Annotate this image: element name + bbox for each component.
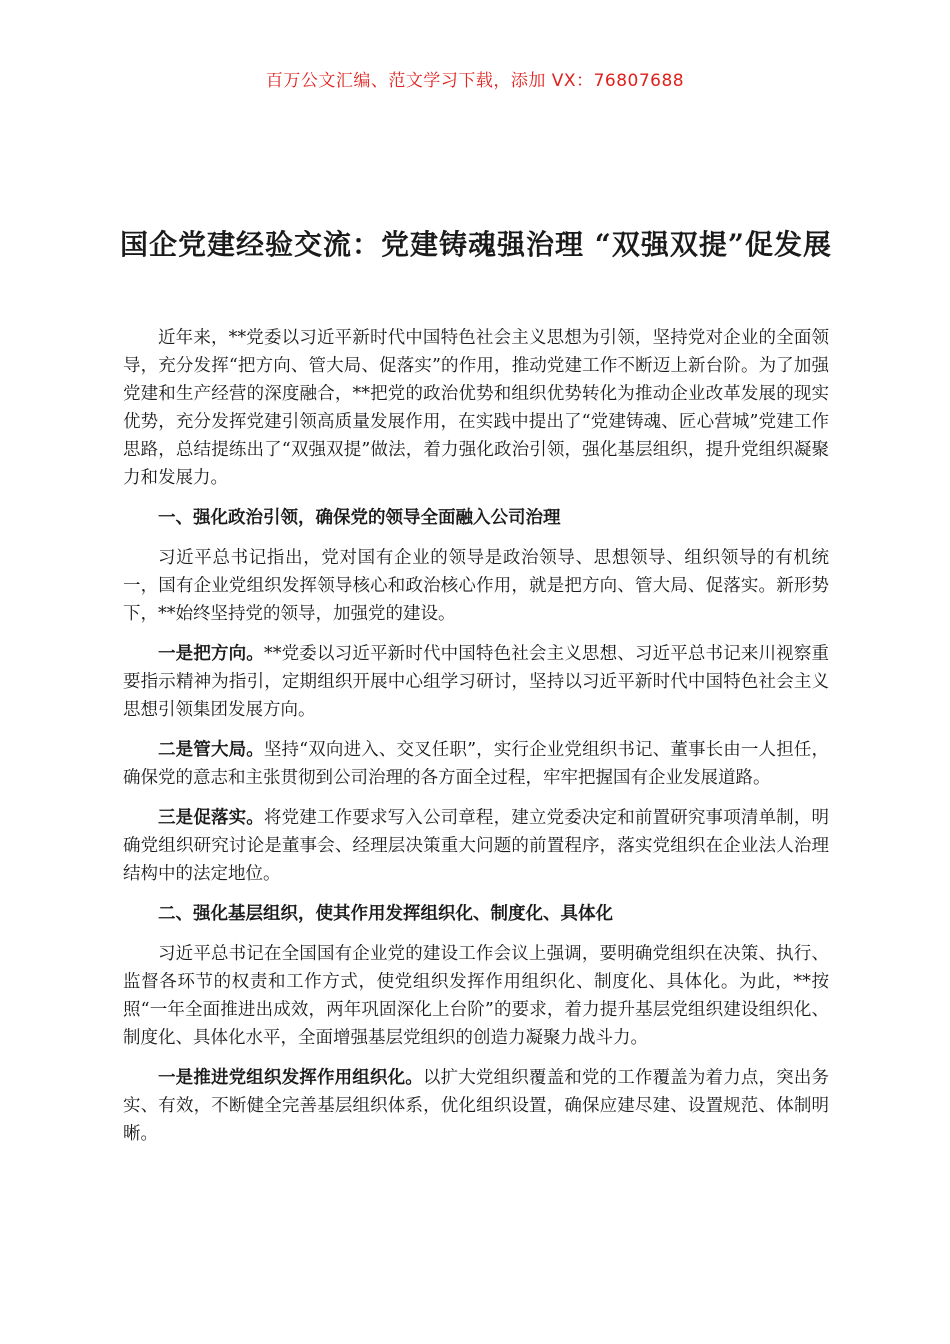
paragraph-lead: 二是管大局。 [158, 740, 264, 760]
body-paragraph [123, 804, 829, 888]
body-paragraph [123, 736, 829, 792]
paragraph-text: **党委以习近平新时代中国特色社会主义思想、习近平总书记来川视察重要指示精神为指引，定期组织开展中心组学习研讨，坚持以习近平新时代中国特色社会主义思想引领集团发展方向。 [123, 644, 830, 720]
paragraph-text: 习近平总书记在全国国有企业党的建设工作会议上强调，要明确党组织在决策、执行、监督各环节的权责和工作方式，使党组织发挥作用组织化、制度化、具体化。为此，**按照“一年全面推进出成效，两年巩固深化上台阶”的要求，着力提升基层党组织建设组织化、制度化、具体化水平，全面增强基层党组织的创造力凝聚力战斗力。 [123, 944, 829, 1048]
paragraph-text: 坚持“双向进入、交叉任职”，实行企业党组织书记、董事长由一人担任，确保党的意志和主张贯彻到公司治理的各方面全过程，牢牢把握国有企业发展道路。 [123, 740, 829, 788]
paragraph-text: 将党建工作要求写入公司章程，建立党委决定和前置研究事项清单制，明确党组织研究讨论是董事会、经理层决策重大问题的前置程序，落实党组织在企业法人治理结构中的法定地位。 [123, 808, 830, 884]
body-paragraph [123, 324, 829, 492]
header-note: 百万公文汇编、范文学习下载，添加 VX：76807688 [265, 71, 685, 91]
document-body [123, 324, 829, 1160]
document-title: 国企党建经验交流：党建铸魂强治理 “双强双提”促发展 [120, 228, 832, 261]
paragraph-text: 习近平总书记指出，党对国有企业的领导是政治领导、思想领导、组织领导的有机统一，国有企业党组织发挥领导核心和政治核心作用，就是把方向、管大局、促落实。新形势下，**始终坚持党的领导，加强党的建设。 [123, 548, 829, 624]
body-paragraph [123, 940, 829, 1052]
paragraph-text: 近年来，**党委以习近平新时代中国特色社会主义思想为引领，坚持党对企业的全面领导，充分发挥“把方向、管大局、促落实”的作用，推动党建工作不断迈上新台阶。为了加强党建和生产经营的深度融合，**把党的政治优势和组织优势转化为推动企业改革发展的现实优势，充分发挥党建引领高质量发展作用，在实践中提出了“党建铸魂、匠心营城”党建工作思路，总结提练出了“双强双提”做法，着力强化政治引领，强化基层组织，提升党组织凝聚力和发展力。 [123, 328, 829, 488]
paragraph-lead: 三是促落实。 [158, 808, 264, 828]
section-heading: 一、强化政治引领，确保党的领导全面融入公司治理 [158, 508, 561, 528]
paragraph-lead: 一是推进党组织发挥作用组织化。 [158, 1068, 423, 1088]
paragraph-text: 以扩大党组织覆盖和党的工作覆盖为着力点，突出务实、有效，不断健全完善基层组织体系，优化组织设置，确保应建尽建、设置规范、体制明晰。 [123, 1068, 830, 1144]
body-paragraph [123, 640, 829, 724]
section-heading: 二、强化基层组织，使其作用发挥组织化、制度化、具体化 [158, 904, 613, 924]
body-paragraph [123, 544, 829, 628]
body-paragraph [123, 1064, 829, 1148]
paragraph-lead: 一是把方向。 [158, 644, 264, 664]
